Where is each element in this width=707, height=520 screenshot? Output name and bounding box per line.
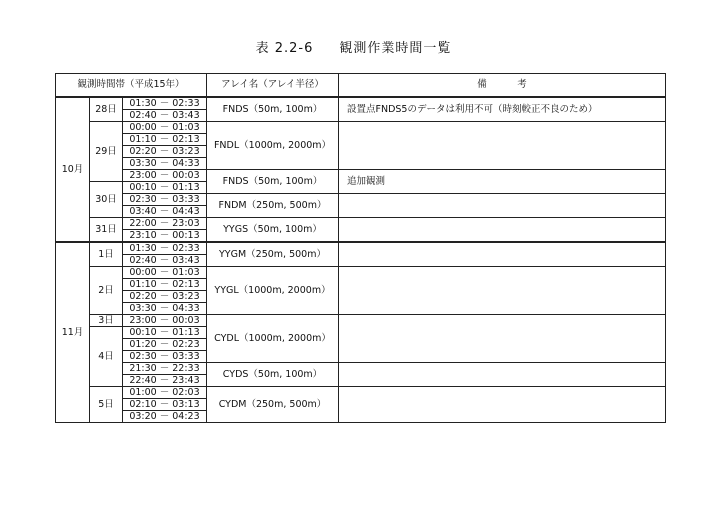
time-cell: 23:00 － 00:03	[123, 315, 207, 327]
table-row	[56, 218, 666, 230]
time-cell: 02:40 － 03:43	[123, 110, 207, 122]
note-yygm	[339, 242, 666, 267]
time-cell: 02:20 － 03:23	[123, 291, 207, 303]
table-row	[56, 170, 666, 182]
array-fndm: FNDM（250m, 500m）	[207, 194, 339, 218]
day-29: 29日	[90, 122, 123, 182]
table-row	[56, 267, 666, 279]
time-cell: 01:00 － 02:03	[123, 387, 207, 399]
time-cell: 03:30 － 04:33	[123, 158, 207, 170]
time-cell: 22:40 － 23:43	[123, 375, 207, 387]
time-cell: 23:10 － 00:13	[123, 230, 207, 243]
time-cell: 02:30 － 03:33	[123, 194, 207, 206]
note-fnds2: 追加観測	[339, 170, 666, 194]
day-4: 4日	[90, 327, 123, 387]
note-fndl	[339, 122, 666, 170]
array-cydl: CYDL（1000m, 2000m）	[207, 315, 339, 363]
array-yygs: YYGS（50m, 100m）	[207, 218, 339, 243]
time-cell: 01:10 － 02:13	[123, 279, 207, 291]
array-cydm: CYDM（250m, 500m）	[207, 387, 339, 423]
header-note: 備 考	[339, 74, 666, 98]
note-fndm	[339, 194, 666, 218]
header-row	[56, 74, 666, 98]
time-cell: 00:10 － 01:13	[123, 182, 207, 194]
day-28: 28日	[90, 97, 123, 122]
array-yygl: YYGL（1000m, 2000m）	[207, 267, 339, 315]
note-cydm	[339, 387, 666, 423]
table-number: 表 2.2-6	[255, 41, 314, 56]
time-cell: 02:20 － 03:23	[123, 146, 207, 158]
month-nov: 11月	[56, 242, 90, 423]
time-cell: 01:30 － 02:33	[123, 242, 207, 255]
day-1: 1日	[90, 242, 123, 267]
table-row	[56, 387, 666, 399]
day-30: 30日	[90, 182, 123, 218]
note-cydl	[339, 315, 666, 363]
time-cell: 01:20 － 02:23	[123, 339, 207, 351]
table-row	[56, 122, 666, 134]
table-row	[56, 242, 666, 255]
array-fndl: FNDL（1000m, 2000m）	[207, 122, 339, 170]
note-yygl	[339, 267, 666, 315]
time-cell: 03:40 － 04:43	[123, 206, 207, 218]
note-fnds1: 設置点FNDS5のデータは利用不可（時刻較正不良のため）	[339, 97, 666, 122]
time-cell: 00:10 － 01:13	[123, 327, 207, 339]
table-title	[0, 37, 707, 56]
time-cell: 21:30 － 22:33	[123, 363, 207, 375]
table-row	[56, 194, 666, 206]
time-cell: 01:10 － 02:13	[123, 134, 207, 146]
day-5: 5日	[90, 387, 123, 423]
time-cell: 02:40 － 03:43	[123, 255, 207, 267]
day-3: 3日	[90, 315, 123, 327]
day-31: 31日	[90, 218, 123, 243]
time-cell: 22:00 － 23:03	[123, 218, 207, 230]
month-oct: 10月	[56, 97, 90, 242]
table-row	[56, 363, 666, 375]
header-array: アレイ名（アレイ半径）	[207, 74, 339, 98]
header-period: 観測時間帯（平成15年）	[56, 74, 207, 98]
time-cell: 03:20 － 04:23	[123, 411, 207, 423]
time-cell: 02:30 － 03:33	[123, 351, 207, 363]
table-caption: 観測作業時間一覧	[339, 41, 452, 56]
array-fnds1: FNDS（50m, 100m）	[207, 97, 339, 122]
time-cell: 00:00 － 01:03	[123, 267, 207, 279]
time-cell: 23:00 － 00:03	[123, 170, 207, 182]
time-cell: 02:10 － 03:13	[123, 399, 207, 411]
time-cell: 00:00 － 01:03	[123, 122, 207, 134]
array-yygm: YYGM（250m, 500m）	[207, 242, 339, 267]
time-cell: 03:30 － 04:33	[123, 303, 207, 315]
table-row	[56, 97, 666, 110]
table-row	[56, 315, 666, 327]
note-cyds	[339, 363, 666, 387]
observation-schedule-table	[55, 73, 666, 423]
time-cell: 01:30 － 02:33	[123, 97, 207, 110]
array-cyds: CYDS（50m, 100m）	[207, 363, 339, 387]
array-fnds2: FNDS（50m, 100m）	[207, 170, 339, 194]
note-yygs	[339, 218, 666, 243]
day-2: 2日	[90, 267, 123, 315]
